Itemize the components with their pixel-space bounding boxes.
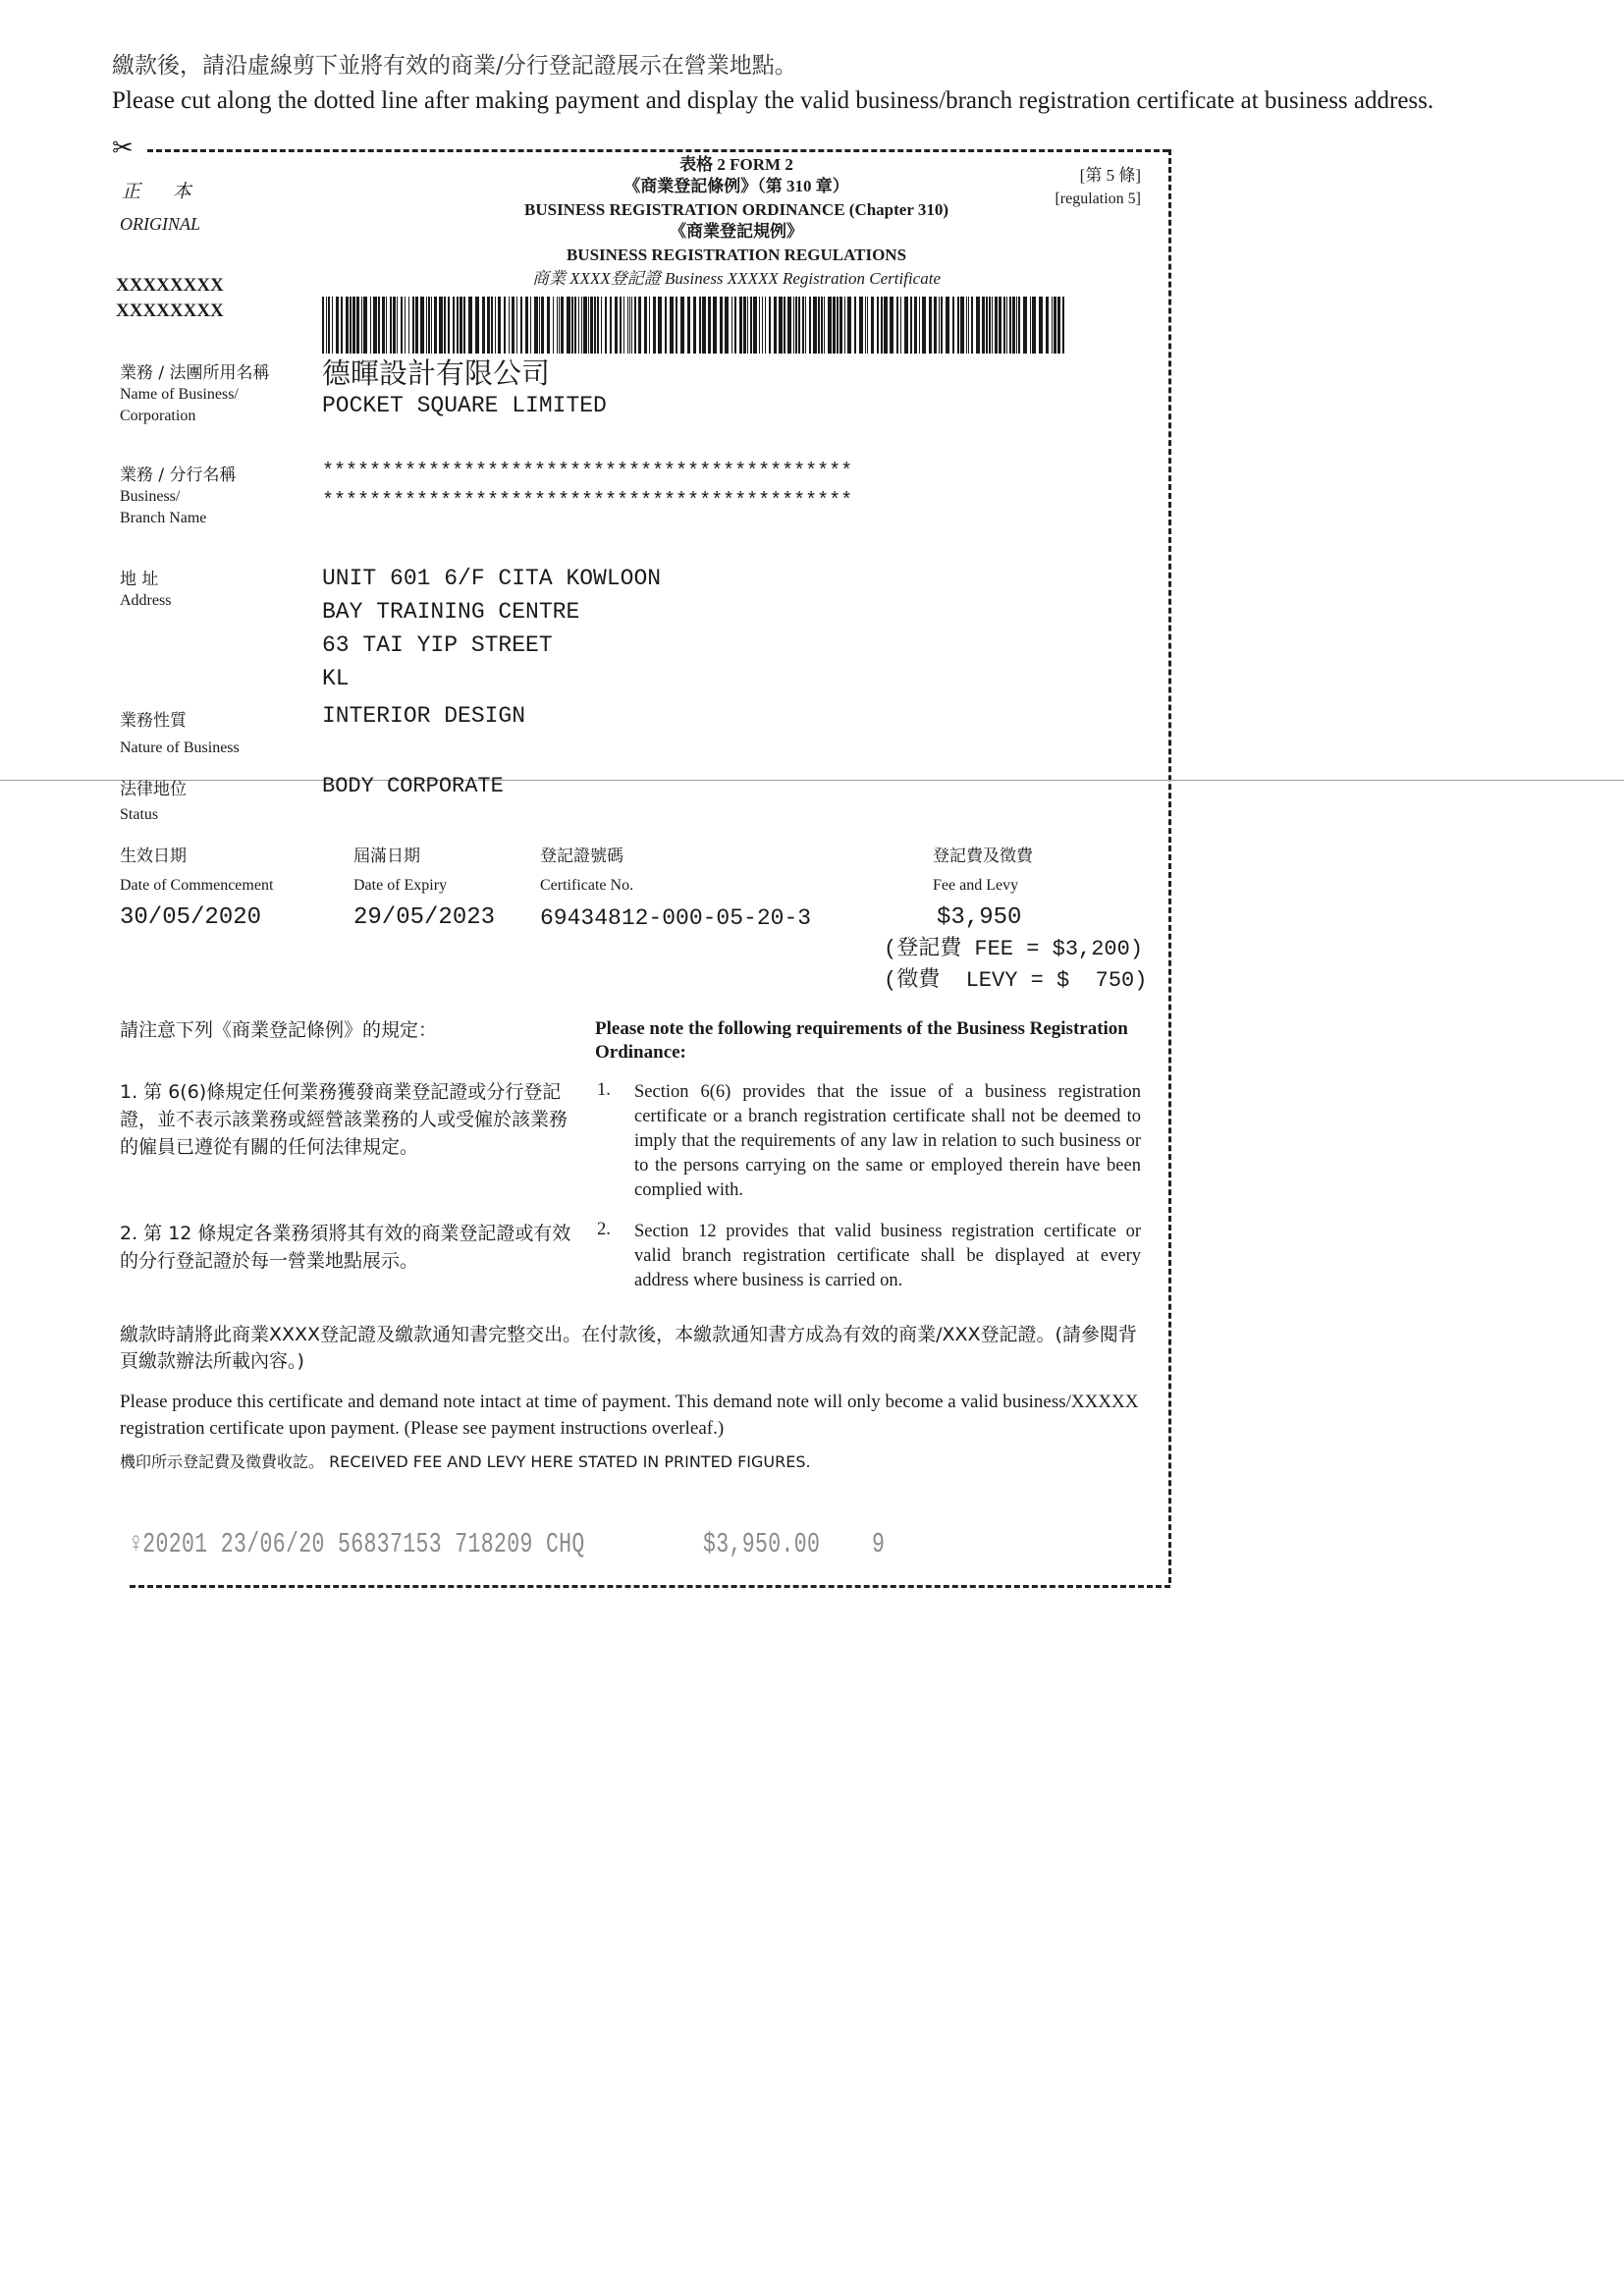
- form-number: 表格 2 FORM 2: [679, 155, 793, 174]
- barcode-bar: [634, 297, 636, 354]
- barcode-bar: [982, 297, 985, 354]
- barcode-bar: [627, 297, 628, 354]
- barcode-bar: [463, 297, 465, 354]
- fee-breakdown: (登記費 FEE = $3,200): [884, 937, 1144, 961]
- barcode-bar: [649, 297, 650, 354]
- business-name-cn: 德暉設計有限公司: [322, 356, 551, 390]
- barcode-bar: [439, 297, 443, 354]
- barcode-bar: [370, 297, 371, 354]
- barcode-bar: [753, 297, 757, 354]
- barcode-bar: [779, 297, 783, 354]
- barcode-bar: [910, 297, 912, 354]
- barcode-bar: [844, 297, 845, 354]
- barcode-bar: [534, 297, 538, 354]
- barcode-bar: [386, 297, 387, 354]
- barcode-bar: [594, 297, 596, 354]
- fold-line: [0, 780, 1624, 781]
- barcode-bar: [687, 297, 690, 354]
- barcode-bar: [676, 297, 677, 354]
- barcode-bar: [774, 297, 777, 354]
- barcode-bar: [743, 297, 746, 354]
- barcode-bar: [1006, 297, 1007, 354]
- barcode-bar: [601, 297, 602, 354]
- footer-notice-cn: 繳款時請將此商業XXXX登記證及繳款通知書完整交出。在付款後，本繳款通知書方成為有效的商業/XXX登記證。(請參閱背頁繳款辦法所載內容。): [120, 1324, 1137, 1372]
- barcode-bar: [896, 297, 898, 354]
- regulation-cn: [第 5 條]: [1079, 166, 1141, 185]
- barcode-bar: [708, 297, 711, 354]
- scissors-icon: ✂: [112, 134, 134, 162]
- barcode-bar: [784, 297, 785, 354]
- barcode-bar: [629, 297, 630, 354]
- name-label-en-2: Corporation: [120, 408, 196, 424]
- barcode-bar: [420, 297, 424, 354]
- barcode-bar: [702, 297, 706, 354]
- barcode-bar: [356, 297, 359, 354]
- barcode-bar: [571, 297, 573, 354]
- name-label-cn: 業務 / 法團所用名稱: [120, 363, 270, 383]
- barcode-bar: [597, 297, 599, 354]
- barcode-bar: [644, 297, 647, 354]
- barcode-bar: [1062, 297, 1064, 354]
- barcode-bar: [1023, 297, 1027, 354]
- cut-line-top: [147, 149, 1168, 152]
- barcode-bar: [809, 297, 811, 354]
- barcode-bar: [322, 297, 324, 354]
- barcode-bar: [350, 297, 352, 354]
- barcode-bar: [759, 297, 760, 354]
- barcode-bar: [999, 297, 1001, 354]
- barcode-bar: [352, 297, 355, 354]
- barcode-bar: [415, 297, 418, 354]
- barcode-bar: [623, 297, 624, 354]
- requirement-1-cn: 1. 第 6(6)條規定任何業務獲發商業登記證或分行登記證，並不表示該業務或經營該業務的人或受僱於該業務的僱員已遵從有關的任何法律規定。: [120, 1081, 568, 1158]
- barcode-bar: [453, 297, 455, 354]
- barcode-bar: [952, 297, 954, 354]
- barcode-bar: [498, 297, 501, 354]
- barcode-bar: [504, 297, 506, 354]
- barcode-bar: [547, 297, 550, 354]
- barcode-bar: [747, 297, 748, 354]
- payment-stamp-end: 9: [872, 1528, 886, 1560]
- barcode-bar: [326, 297, 327, 354]
- barcode-bar: [460, 297, 462, 354]
- business-name-en: POCKET SQUARE LIMITED: [322, 393, 607, 418]
- barcode-bar: [605, 297, 607, 354]
- expiry-label-cn: 屆滿日期: [353, 847, 420, 866]
- barcode-bar: [520, 297, 522, 354]
- barcode-bar: [847, 297, 851, 354]
- barcode-bar: [378, 297, 380, 354]
- barcode-bar: [408, 297, 409, 354]
- barcode-bar: [487, 297, 490, 354]
- instruction-english: Please cut along the dotted line after making payment and display the valid business/branch registration certificate at business address.: [112, 87, 1435, 114]
- barcode-bar: [720, 297, 723, 354]
- barcode-bar: [833, 297, 836, 354]
- barcode-bar: [680, 297, 684, 354]
- masked-code-1: XXXXXXXX: [116, 275, 224, 296]
- barcode-bar: [491, 297, 493, 354]
- barcode-bar: [934, 297, 937, 354]
- barcode-bar: [765, 297, 766, 354]
- regulations-cn: 《商業登記規例》: [670, 222, 803, 241]
- received-statement: 機印所示登記費及徵費收訖。 RECEIVED FEE AND LEVY HERE STATED IN PRINTED FIGURES.: [120, 1452, 811, 1471]
- levy-breakdown: (徵費 LEVY = $ 750): [884, 968, 1148, 993]
- barcode-bar: [739, 297, 742, 354]
- barcode-bar: [693, 297, 696, 354]
- address-line: 63 TAI YIP STREET: [322, 632, 553, 658]
- barcode-bar: [957, 297, 959, 354]
- barcode-bar: [590, 297, 593, 354]
- payment-stamp: ♀20201 23/06/20 56837153 718209 CHQ: [130, 1528, 585, 1560]
- requirement-2-number: 2.: [597, 1220, 611, 1239]
- barcode-bar: [839, 297, 842, 354]
- fee-label-cn: 登記費及徵費: [933, 847, 1033, 866]
- barcode-bar: [871, 297, 874, 354]
- barcode-bar: [557, 297, 558, 354]
- barcode-bar: [457, 297, 459, 354]
- requirement-2-cn: 2. 第 12 條規定各業務須將其有效的商業登記證或有效的分行登記證於每一營業地點展示。: [120, 1223, 571, 1272]
- barcode-bar: [559, 297, 560, 354]
- barcode-bar: [890, 297, 893, 354]
- nature-label-cn: 業務性質: [120, 711, 187, 731]
- branch-name-1: *********************************************: [322, 461, 853, 483]
- barcode-bar: [1012, 297, 1015, 354]
- original-en: ORIGINAL: [120, 214, 200, 234]
- status-label-cn: 法律地位: [120, 780, 187, 799]
- barcode-bar: [361, 297, 362, 354]
- barcode-bar: [373, 297, 377, 354]
- footer-notice-en: Please produce this certificate and demand note intact at time of payment. This demand note will only become a valid business/XXXXX registration certificate upon payment. (Please see payment instructions overleaf.): [120, 1392, 1139, 1439]
- barcode-bar: [787, 297, 791, 354]
- barcode-bar: [805, 297, 806, 354]
- requirement-1-en: Section 6(6) provides that the issue of a business registration certificate or a branch registration certificate shall not be deemed to imply that the requirements of any law in relation to such business or to the persons carrying on the same or employed therein have been complied with.: [634, 1082, 1141, 1200]
- barcode-bar: [699, 297, 701, 354]
- barcode-bar: [448, 297, 450, 354]
- barcode-bar: [468, 297, 472, 354]
- barcode-bar: [516, 297, 517, 354]
- branch-label-cn: 業務 / 分行名稱: [120, 465, 237, 485]
- barcode-bar: [731, 297, 732, 354]
- branch-label-en-2: Branch Name: [120, 510, 207, 526]
- masked-code-2: XXXXXXXX: [116, 301, 224, 321]
- certificate-label-en: Certificate No.: [540, 877, 634, 894]
- barcode-bar: [1046, 297, 1049, 354]
- barcode-bar: [762, 297, 763, 354]
- barcode-bar: [837, 297, 839, 354]
- instruction-chinese: 繳款後，請沿虛線剪下並將有效的商業/分行登記證展示在營業地點。: [112, 53, 797, 79]
- barcode-bar: [401, 297, 403, 354]
- barcode: [322, 297, 1070, 354]
- barcode-bar: [509, 297, 510, 354]
- ordinance-en: BUSINESS REGISTRATION ORDINANCE (Chapter 310): [524, 200, 948, 219]
- address-line: KL: [322, 666, 350, 691]
- barcode-bar: [750, 297, 752, 354]
- barcode-bar: [428, 297, 430, 354]
- barcode-bar: [1018, 297, 1020, 354]
- expiry-date: 29/05/2023: [353, 904, 496, 931]
- barcode-bar: [922, 297, 926, 354]
- ordinance-cn: 《商業登記條例》（第 310 章）: [623, 177, 849, 195]
- requirement-2-en: Section 12 provides that valid business registration certificate or valid branch registration certificate shall be displayed at every address where business is carried on.: [634, 1222, 1141, 1290]
- barcode-bar: [530, 297, 531, 354]
- barcode-bar: [1032, 297, 1036, 354]
- barcode-bar: [795, 297, 797, 354]
- barcode-bar: [581, 297, 582, 354]
- fee-label-en: Fee and Levy: [933, 877, 1019, 894]
- barcode-bar: [798, 297, 800, 354]
- barcode-bar: [567, 297, 570, 354]
- barcode-bar: [670, 297, 674, 354]
- barcode-bar: [793, 297, 794, 354]
- barcode-bar: [393, 297, 396, 354]
- barcode-bar: [821, 297, 823, 354]
- regulations-en: BUSINESS REGISTRATION REGULATIONS: [566, 246, 907, 264]
- barcode-bar: [397, 297, 398, 354]
- certificate-number: 69434812-000-05-20-3: [540, 905, 812, 931]
- barcode-bar: [412, 297, 414, 354]
- barcode-bar: [578, 297, 579, 354]
- barcode-bar: [638, 297, 641, 354]
- barcode-bar: [769, 297, 771, 354]
- barcode-bar: [363, 297, 367, 354]
- barcode-bar: [405, 297, 406, 354]
- original-cn: 正 本: [122, 182, 205, 202]
- payment-stamp-amount: $3,950.00: [703, 1528, 821, 1560]
- barcode-bar: [620, 297, 622, 354]
- barcode-bar: [390, 297, 392, 354]
- barcode-bar: [561, 297, 564, 354]
- barcode-bar: [734, 297, 736, 354]
- barcode-bar: [1030, 297, 1031, 354]
- barcode-bar: [989, 297, 991, 354]
- barcode-bar: [877, 297, 879, 354]
- barcode-bar: [1052, 297, 1053, 354]
- requirements-title-en: Please note the following requirements of the Business Registration Ordinance:: [595, 1018, 1128, 1063]
- barcode-bar: [884, 297, 888, 354]
- barcode-bar: [818, 297, 820, 354]
- barcode-bar: [986, 297, 988, 354]
- status-value: BODY CORPORATE: [322, 774, 504, 798]
- barcode-bar: [336, 297, 339, 354]
- barcode-bar: [713, 297, 717, 354]
- barcode-bar: [615, 297, 618, 354]
- cut-line-bottom: [130, 1585, 1170, 1588]
- barcode-bar: [525, 297, 528, 354]
- cut-line-right: [1168, 149, 1171, 1583]
- barcode-bar: [328, 297, 330, 354]
- barcode-bar: [914, 297, 917, 354]
- barcode-bar: [475, 297, 479, 354]
- barcode-bar: [346, 297, 349, 354]
- barcode-bar: [341, 297, 343, 354]
- barcode-bar: [992, 297, 993, 354]
- barcode-bar: [939, 297, 940, 354]
- barcode-bar: [1009, 297, 1011, 354]
- expiry-label-en: Date of Expiry: [353, 877, 448, 894]
- barcode-bar: [859, 297, 863, 354]
- barcode-bar: [553, 297, 554, 354]
- requirement-1-number: 1.: [597, 1080, 611, 1100]
- barcode-bar: [854, 297, 856, 354]
- branch-name-2: *********************************************: [322, 490, 853, 513]
- barcode-bar: [995, 297, 998, 354]
- barcode-bar: [588, 297, 589, 354]
- barcode-bar: [512, 297, 514, 354]
- barcode-bar: [946, 297, 949, 354]
- barcode-bar: [1057, 297, 1060, 354]
- barcode-bar: [802, 297, 804, 354]
- barcode-bar: [881, 297, 883, 354]
- barcode-bar: [382, 297, 385, 354]
- barcode-bar: [431, 297, 432, 354]
- barcode-bar: [824, 297, 825, 354]
- barcode-bar: [574, 297, 576, 354]
- barcode-bar: [610, 297, 612, 354]
- barcode-bar: [1016, 297, 1017, 354]
- barcode-bar: [541, 297, 544, 354]
- barcode-bar: [725, 297, 729, 354]
- barcode-bar: [966, 297, 967, 354]
- barcode-bar: [631, 297, 632, 354]
- barcode-bar: [941, 297, 943, 354]
- barcode-bar: [828, 297, 832, 354]
- barcode-bar: [653, 297, 656, 354]
- barcode-bar: [867, 297, 868, 354]
- barcode-bar: [434, 297, 437, 354]
- barcode-bar: [444, 297, 446, 354]
- barcode-bar: [665, 297, 667, 354]
- branch-label-en: Business/: [120, 488, 181, 505]
- barcode-bar: [539, 297, 540, 354]
- barcode-bar: [865, 297, 866, 354]
- commencement-label-cn: 生效日期: [120, 847, 187, 866]
- name-label-en: Name of Business/: [120, 386, 239, 403]
- barcode-bar: [960, 297, 964, 354]
- barcode-bar: [813, 297, 817, 354]
- requirements-title-cn: 請注意下列《商業登記條例》的規定：: [120, 1019, 438, 1041]
- barcode-bar: [482, 297, 485, 354]
- fee-total: $3,950: [937, 904, 1022, 931]
- nature-label-en: Nature of Business: [120, 739, 240, 756]
- barcode-bar: [658, 297, 662, 354]
- barcode-bar: [1003, 297, 1005, 354]
- certificate-title: 商業 XXXX登記證 Business XXXXX Registration Certificate: [532, 269, 941, 288]
- barcode-bar: [904, 297, 908, 354]
- address-line: UNIT 601 6/F CITA KOWLOON: [322, 566, 662, 591]
- barcode-bar: [426, 297, 427, 354]
- nature-value: INTERIOR DESIGN: [322, 703, 526, 729]
- barcode-bar: [976, 297, 980, 354]
- barcode-bar: [919, 297, 920, 354]
- address-line: BAY TRAINING CENTRE: [322, 599, 580, 625]
- barcode-bar: [900, 297, 901, 354]
- commencement-date: 30/05/2020: [120, 904, 262, 931]
- commencement-label-en: Date of Commencement: [120, 877, 274, 894]
- status-label-en: Status: [120, 806, 159, 823]
- certificate-label-cn: 登記證號碼: [540, 847, 623, 866]
- barcode-bar: [1039, 297, 1043, 354]
- barcode-bar: [968, 297, 969, 354]
- barcode-bar: [1054, 297, 1056, 354]
- barcode-bar: [495, 297, 496, 354]
- address-label-cn: 地 址: [120, 570, 159, 589]
- barcode-bar: [929, 297, 932, 354]
- barcode-bar: [583, 297, 587, 354]
- barcode-bar: [332, 297, 333, 354]
- address-label-en: Address: [120, 592, 172, 609]
- barcode-bar: [971, 297, 973, 354]
- regulation-en: [regulation 5]: [1055, 191, 1141, 207]
